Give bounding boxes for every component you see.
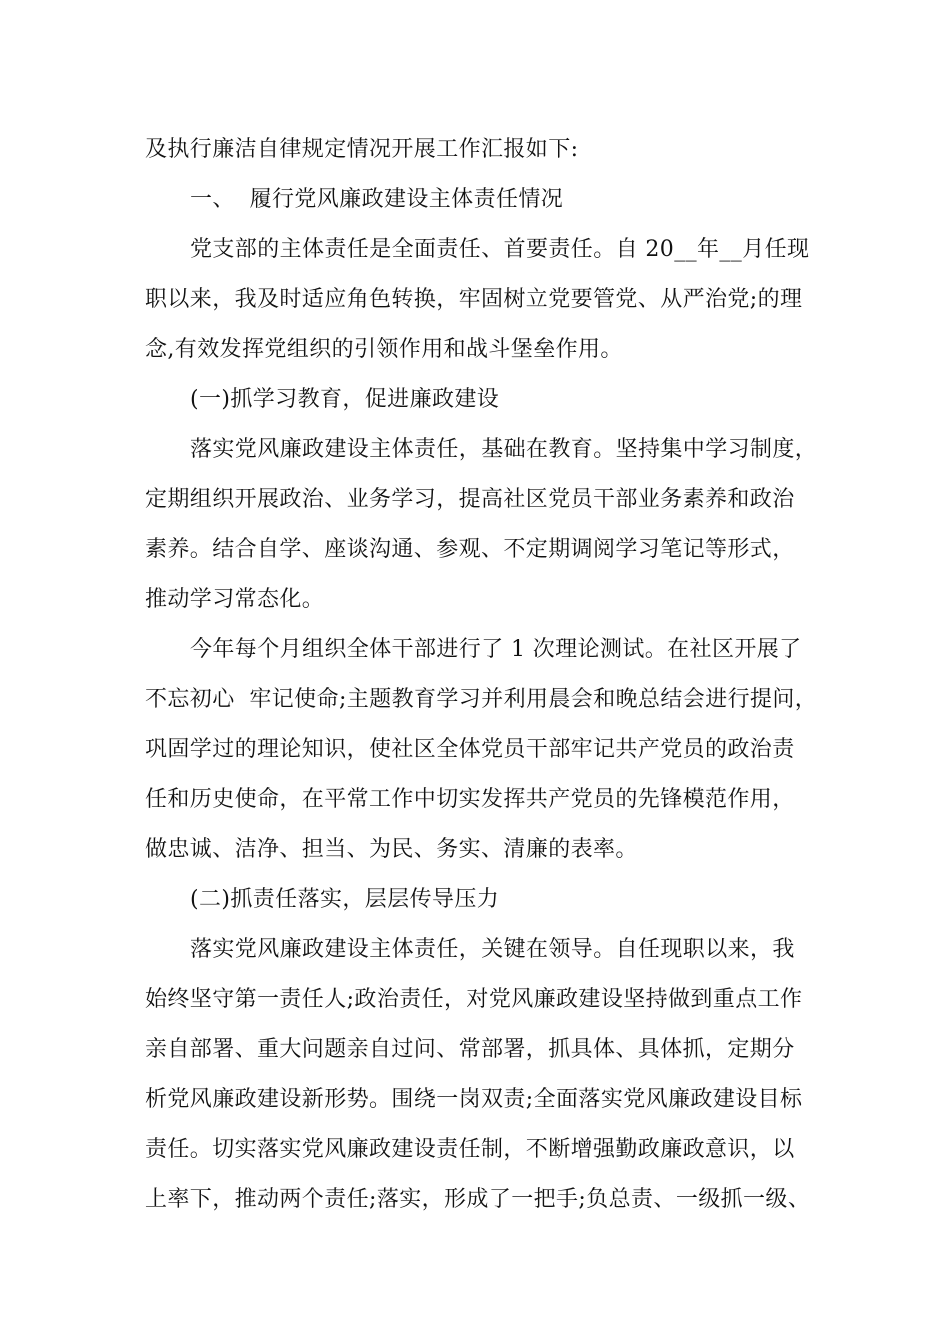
text-line: 上率下，推动两个责任;落实，形成了一把手;负总责、一级抓一级、 bbox=[145, 1187, 811, 1212]
text-line: 任和历史使命，在平常工作中切实发挥共产党员的先锋模范作用， bbox=[145, 787, 795, 812]
section-heading: 一、 履行党风廉政建设主体责任情况 bbox=[190, 187, 564, 212]
subsection-heading: (一)抓学习教育，促进廉政建设 bbox=[190, 387, 500, 412]
text-line: 始终坚守第一责任人;政治责任，对党风廉政建设坚持做到重点工作 bbox=[145, 987, 803, 1012]
text-line: 及执行廉洁自律规定情况开展工作汇报如下: bbox=[145, 137, 579, 162]
text-line: 推动学习常态化。 bbox=[145, 587, 325, 612]
text-line: 不忘初心 牢记使命;主题教育学习并利用晨会和晚总结会进行提问， bbox=[145, 687, 818, 712]
text-line: 素养。结合自学、座谈沟通、参观、不定期调阅学习笔记等形式， bbox=[145, 537, 795, 562]
text-line: 定期组织开展政治、业务学习，提高社区党员干部业务素养和政治 bbox=[145, 487, 795, 512]
text-line: 亲自部署、重大问题亲自过问、常部署，抓具体、具体抓，定期分 bbox=[145, 1037, 795, 1062]
text-line: 落实党风廉政建设主体责任，关键在领导。自任现职以来，我 bbox=[190, 937, 795, 962]
text-line: 念,有效发挥党组织的引领作用和战斗堡垒作用。 bbox=[145, 337, 623, 362]
text-line: 职以来，我及时适应角色转换，牢固树立党要管党、从严治党;的理 bbox=[145, 287, 803, 312]
text-line: 做忠诚、洁净、担当、为民、务实、清廉的表率。 bbox=[145, 837, 638, 862]
subsection-heading: (二)抓责任落实，层层传导压力 bbox=[190, 887, 500, 912]
text-line: 党支部的主体责任是全面责任、首要责任。自 20__年__月任现 bbox=[190, 237, 810, 262]
text-line: 落实党风廉政建设主体责任，基础在教育。坚持集中学习制度， bbox=[190, 437, 818, 462]
text-line: 巩固学过的理论知识，使社区全体党员干部牢记共产党员的政治责 bbox=[145, 737, 795, 762]
text-line: 责任。切实落实党风廉政建设责任制，不断增强勤政廉政意识，以 bbox=[145, 1137, 795, 1162]
text-line: 析党风廉政建设新形势。围绕一岗双责;全面落实党风廉政建设目标 bbox=[145, 1087, 803, 1112]
text-line: 今年每个月组织全体干部进行了 1 次理论测试。在社区开展了 bbox=[190, 637, 802, 662]
